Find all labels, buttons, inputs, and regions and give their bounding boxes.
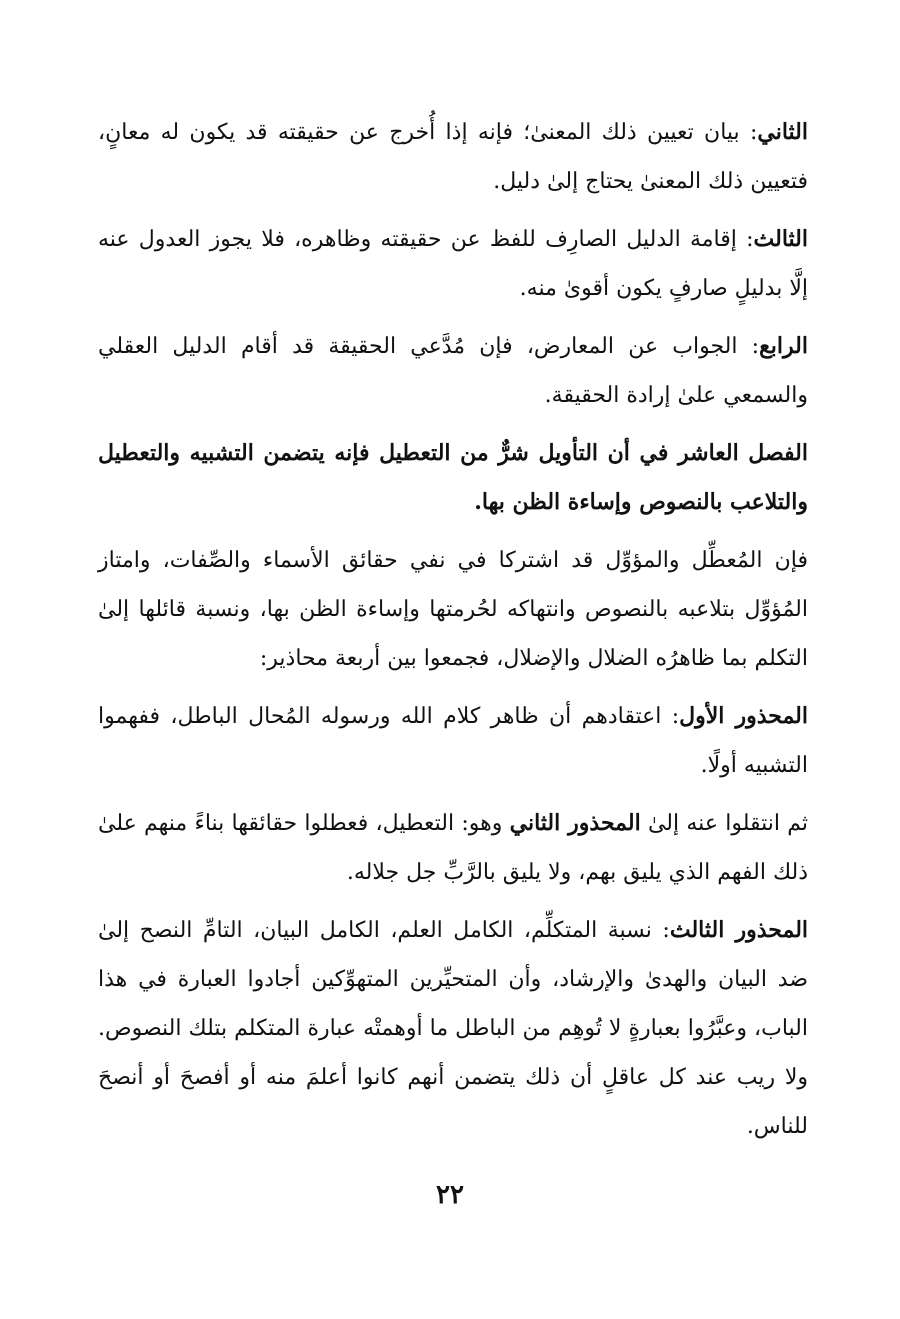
paragraph-third xyxy=(98,215,808,313)
paragraph-lead: الرابع xyxy=(759,333,808,359)
page-body xyxy=(98,108,808,1160)
paragraph-text-after: وهو: التعطيل، فعطلوا حقائقها بناءً منهم علىٰ ذلك الفهم الذي يليق بهم، ولا يليق بالرَّبِّ جل جلاله. xyxy=(98,811,808,885)
section-heading: الفصل العاشر في أن التأويل شرٌّ من التعطيل فإنه يتضمن التشبيه والتعطيل والتلاعب بالنصوص وإساءة الظن بها. xyxy=(98,440,808,515)
paragraph-lead: المحذور الثالث xyxy=(669,917,809,943)
paragraph-text: : اعتقادهم أن ظاهر كلام الله ورسوله المُحال الباطل، ففهموا التشبيه أولًا. xyxy=(98,704,808,778)
paragraph-intro: فإن المُعطِّل والمؤوِّل قد اشتركا في نفي حقائق الأسماء والصِّفات، وامتاز المُؤوِّل بتلاعبه بالنصوص وانتهاكه لحُرمتها وإساءة الظن بها، ونسبة قائلها إلىٰ التكلم بما ظاهرُه الضلال والإضلال، فجمعوا بين أربعة محاذير: xyxy=(98,548,808,671)
paragraph-third-hazard xyxy=(98,906,808,1151)
paragraph-text: : الجواب عن المعارض، فإن مُدَّعي الحقيقة قد أقام الدليل العقلي والسمعي علىٰ إرادة الحقيقة. xyxy=(98,334,808,408)
paragraph-text: : بيان تعيين ذلك المعنىٰ؛ فإنه إذا أُخرج عن حقيقته قد يكون له معانٍ، فتعيين ذلك المعنىٰ يحتاج إلىٰ دليل. xyxy=(98,120,808,194)
page-number: ٢٢ xyxy=(436,1180,464,1210)
paragraph-lead: المحذور الأول xyxy=(679,703,808,729)
paragraph-fourth xyxy=(98,322,808,420)
paragraph-lead: الثالث xyxy=(753,226,808,252)
paragraph-text-before: ثم انتقلوا عنه إلىٰ xyxy=(640,811,809,836)
paragraph-text: : نسبة المتكلِّم، الكامل العلم، الكامل البيان، التامِّ النصح إلىٰ ضد البيان والهدىٰ والإرشاد، وأن المتحيِّرين المتهوِّكين أجادوا العبارة في هذا الباب، وعبَّرُوا بعبارةٍ لا تُوهِم من الباطل ما أوهمتْه عبارة المتكلم بتلك النصوص. ولا ريب عند كل عاقلٍ أن ذلك يتضمن أنهم كانوا أعلمَ منه أو أفصحَ أو أنصحَ للناس. xyxy=(98,918,808,1139)
paragraph-lead: الثاني xyxy=(757,119,808,145)
paragraph-second xyxy=(98,108,808,206)
paragraph-second-hazard xyxy=(98,799,808,897)
paragraph-inline-bold: المحذور الثاني xyxy=(509,810,641,836)
paragraph-text: : إقامة الدليل الصارِف للفظ عن حقيقته وظاهره، فلا يجوز العدول عنه إلَّا بدليلٍ صارفٍ يكون أقوىٰ منه. xyxy=(98,227,808,301)
paragraph-first-hazard xyxy=(98,692,808,790)
